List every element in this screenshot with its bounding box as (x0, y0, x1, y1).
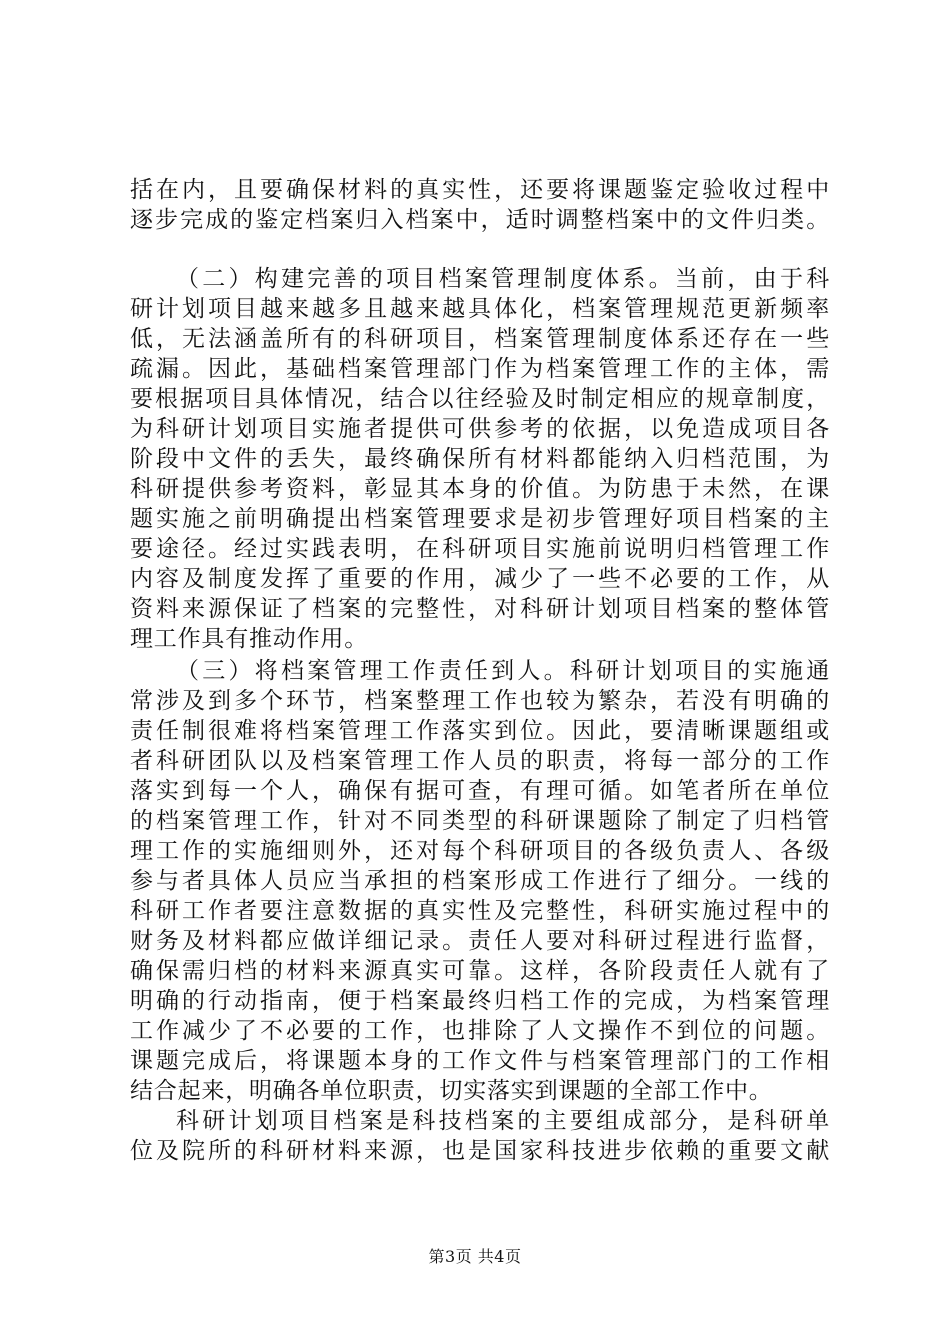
text-line: 明确的行动指南，便于档案最终归档工作的完成，为档案管理 (130, 988, 830, 1014)
text-line: 资料来源保证了档案的完整性，对科研计划项目档案的整体管 (130, 596, 830, 622)
text-line: 科研计划项目档案是科技档案的主要组成部分，是科研单 (176, 1108, 830, 1134)
text-line: 理工作具有推动作用。 (130, 626, 368, 652)
text-line: 参与者具体人员应当承担的档案形成工作进行了细分。一线的 (130, 868, 830, 894)
text-line: 逐步完成的鉴定档案归入档案中，适时调整档案中的文件归类。 (130, 207, 830, 233)
text-line: 研计划项目越来越多且越来越具体化，档案管理规范更新频率 (130, 296, 830, 322)
text-line: 财务及材料都应做详细记录。责任人要对科研过程进行监督， (130, 928, 830, 954)
text-line: 确保需归档的材料来源真实可靠。这样，各阶段责任人就有了 (130, 958, 830, 984)
text-line: 科研提供参考资料，彰显其本身的价值。为防患于未然，在课 (130, 476, 830, 502)
text-line: 题实施之前明确提出档案管理要求是初步管理好项目档案的主 (130, 506, 830, 532)
text-line: 为科研计划项目实施者提供可供参考的依据，以免造成项目各 (130, 416, 830, 442)
text-line: 要途径。经过实践表明，在科研项目实施前说明归档管理工作 (130, 536, 830, 562)
paragraph-management-system (130, 264, 830, 654)
text-line: 课题完成后，将课题本身的工作文件与档案管理部门的工作相 (130, 1048, 830, 1074)
paragraph-responsibility (130, 656, 830, 1106)
paragraph-continuation (130, 175, 830, 235)
text-line: 要根据项目具体情况，结合以往经验及时制定相应的规章制度， (130, 386, 830, 412)
text-line: （二）构建完善的项目档案管理制度体系。当前，由于科 (176, 266, 830, 292)
text-line: 工作减少了不必要的工作，也排除了人文操作不到位的问题。 (130, 1018, 830, 1044)
text-line: 括在内，且要确保材料的真实性，还要将课题鉴定验收过程中 (130, 177, 830, 203)
text-line: 疏漏。因此，基础档案管理部门作为档案管理工作的主体，需 (130, 356, 830, 382)
text-line: （三）将档案管理工作责任到人。科研计划项目的实施通 (176, 658, 830, 684)
text-line: 科研工作者要注意数据的真实性及完整性，科研实施过程中的 (130, 898, 830, 924)
text-line: 位及院所的科研材料来源，也是国家科技进步依赖的重要文献 (130, 1138, 830, 1164)
text-line: 落实到每一个人，确保有据可查，有理可循。如笔者所在单位 (130, 778, 830, 804)
paragraph-conclusion (130, 1106, 830, 1166)
page-number-footer: 第3页 共4页 (428, 1247, 522, 1266)
text-line: 常涉及到多个环节，档案整理工作也较为繁杂，若没有明确的 (130, 688, 830, 714)
text-line: 内容及制度发挥了重要的作用，减少了一些不必要的工作，从 (130, 566, 830, 592)
text-line: 的档案管理工作，针对不同类型的科研课题除了制定了归档管 (130, 808, 830, 834)
text-line: 者科研团队以及档案管理工作人员的职责，将每一部分的工作 (130, 748, 830, 774)
text-line: 阶段中文件的丢失，最终确保所有材料都能纳入归档范围，为 (130, 446, 830, 472)
text-line: 低，无法涵盖所有的科研项目，档案管理制度体系还存在一些 (130, 326, 830, 352)
text-line: 结合起来，明确各单位职责，切实落实到课题的全部工作中。 (130, 1078, 773, 1104)
text-line: 责任制很难将档案管理工作落实到位。因此，要清晰课题组或 (130, 718, 830, 744)
text-line: 理工作的实施细则外，还对每个科研项目的各级负责人、各级 (130, 838, 830, 864)
